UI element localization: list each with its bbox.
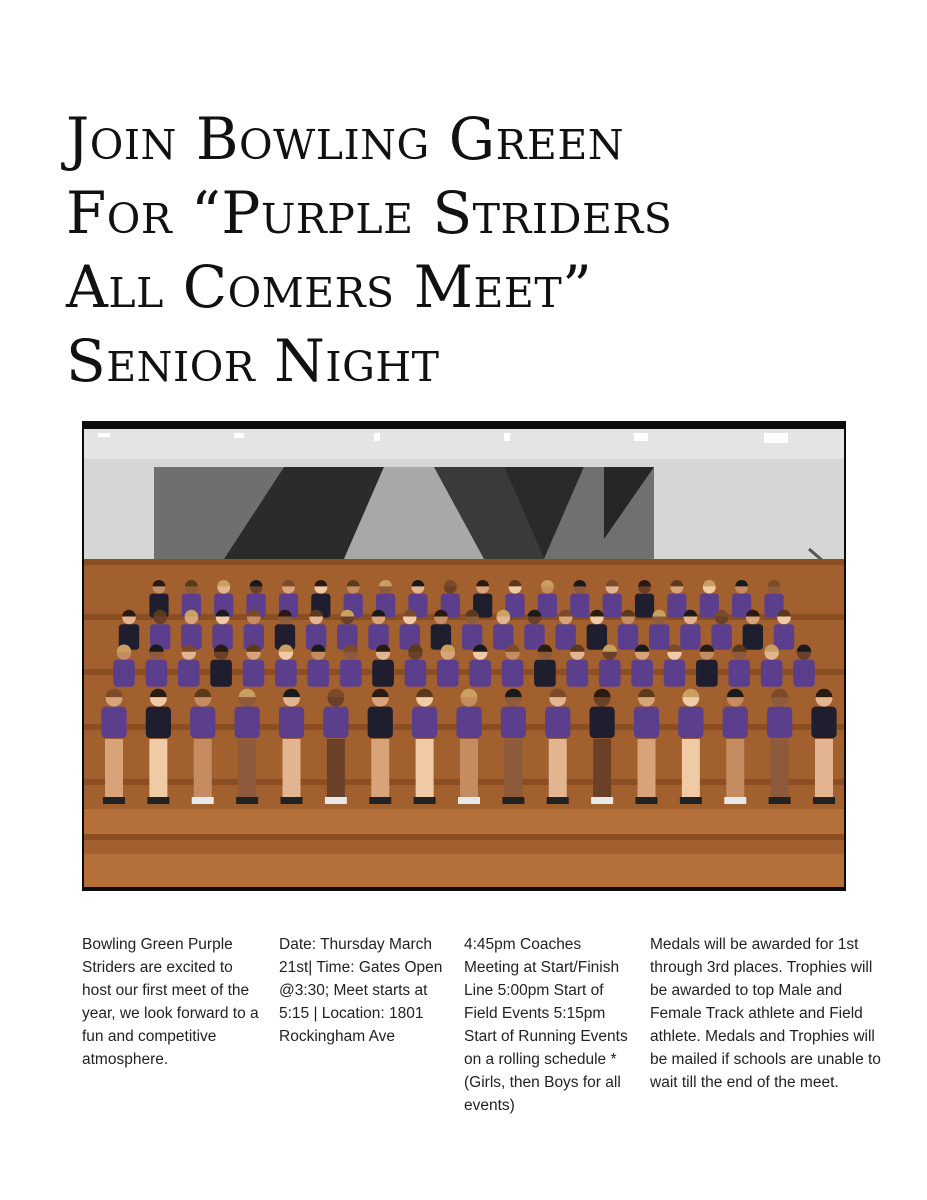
title-line-4: Senior Night bbox=[66, 327, 440, 395]
title-line-1: Join Bowling Green bbox=[66, 105, 625, 173]
intro-text: Bowling Green Purple Striders are excited to host our first meet of the year, we look forward to a fun and competitive atmosphere. bbox=[82, 936, 259, 1068]
team-photo-illustration bbox=[84, 429, 844, 887]
team-photo bbox=[84, 429, 844, 887]
schedule-text: 4:45pm Coaches Meeting at Start/Finish Line 5:00pm Start of Field Events 5:15pm Start of Running Events on a rolling schedule *(Girls, then Boys for all events) bbox=[464, 936, 628, 1114]
event-details-text: Date: Thursday March 21st| Time: Gates Open @3:30; Meet starts at 5:15 | Location: 1801 Rockingham Ave bbox=[279, 936, 443, 1045]
awards-text: Medals will be awarded for 1st through 3rd places. Trophies will be awarded to top Male and Female Track athlete and Field athlete. Medals and Trophies will be mailed if schools are unable to wait till the end of the meet. bbox=[650, 936, 881, 1091]
title-line-2: For “Purple Striders bbox=[66, 179, 673, 247]
flyer-title bbox=[66, 102, 906, 398]
title-line-3: All Comers Meet” bbox=[66, 253, 593, 321]
team-photo-frame bbox=[82, 421, 846, 891]
